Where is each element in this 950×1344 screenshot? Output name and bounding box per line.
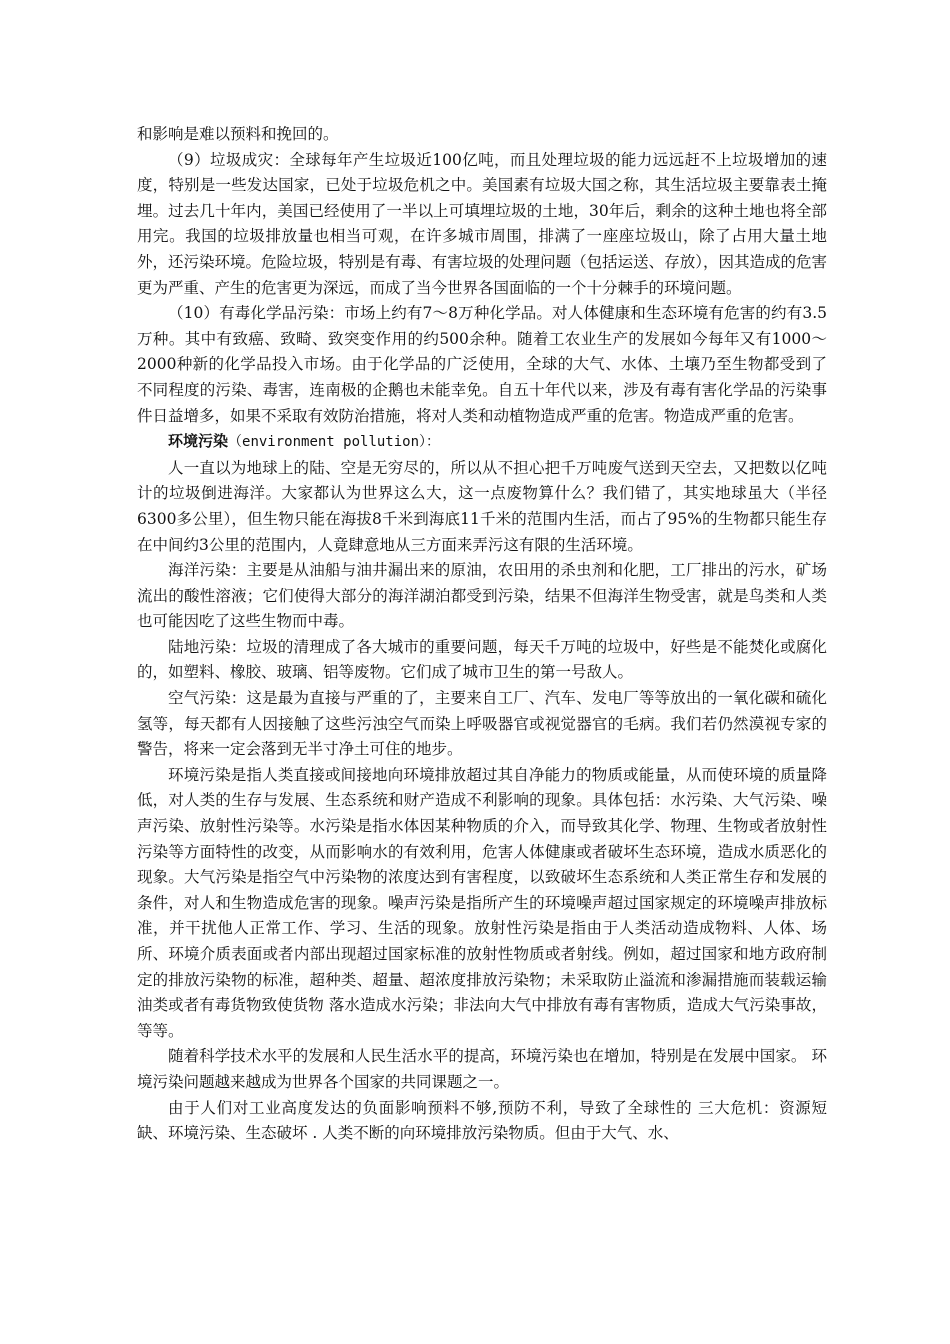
paragraph-development: 随着科学技术水平的发展和人民生活水平的提高，环境污染也在增加，特别是在发展中国家。 环境污染问题越来越成为世界各个国家的共同课题之一。 bbox=[137, 1047, 827, 1091]
paragraph-definition: 环境污染是指人类直接或间接地向环境排放超过其自净能力的物质或能量，从而使环境的质量降低，对人类的生存与发展、生态系统和财产造成不利影响的现象。具体包括：水污染、大气污染、噪声污染、放射性污染等。水污染是指水体因某种物质的介入，而导致其化学、物理、生物或者放射性污染等方面特性的改变，从而影响水的有效利用，危害人体健康或者破坏生态环境，造成水质恶化的现象。大气污染是指空气中污染物的浓度达到有害程度，以致破坏生态系统和人类正常生存和发展的条件，对人和生物造成危害的现象。噪声污染是指所产生的环境噪声超过国家规定的环境噪声排放标准，并干扰他人正常工作、学习、生活的现象。放射性污染是指由于人类活动造成物料、人体、场所、环境介质表面或者内部出现超过国家标准的放射性物质或者射线。例如，超过国家和地方政府制定的排放污染物的标准，超种类、超量、超浓度排放污染物；未采取防止溢流和渗漏措施而装载运输油类或者有毒货物致使货物 落水造成水污染；非法向大气中排放有毒有害物质，造成大气污染事故，等等。 bbox=[137, 765, 827, 1040]
paragraph-toxic-chemicals: （10）有毒化学品污染：市场上约有7～8万种化学品。对人体健康和生态环境有危害的约有3.5万种。其中有致癌、致畸、致突变作用的约500余种。随着工农业生产的发展如今每年又有1000～2000种新的化学品投入市场。由于化学品的广泛使用，全球的大气、水体、土壤乃至生物都受到了不同程度的污染、毒害，连南极的企鹅也未能幸免。自五十年代以来，涉及有毒有害化学品的污染事件日益增多，如果不采取有效防治措施，将对人类和动植物造成严重的危害。物造成严重的危害。 bbox=[137, 304, 827, 425]
paragraph-land-pollution: 陆地污染：垃圾的清理成了各大城市的重要问题，每天千万吨的垃圾中，好些是不能焚化或腐化的，如塑料、橡胶、玻璃、铝等废物。它们成了城市卫生的第一号敌人。 bbox=[137, 637, 827, 682]
heading-english: （environment pollution）： bbox=[228, 434, 441, 451]
paragraph-intro: 人一直以为地球上的陆、空是无穷尽的，所以从不担心把千万吨废气送到天空去，又把数以亿吨计的垃圾倒进海洋。大家都认为世界这么大，这一点废物算什么？我们错了，其实地球虽大（半径6300多公里），但生物只能在海拔8千米到海底11千米的范围内生活，而占了95%的生物都只能生存在中间约3公里的范围内，人竟肆意地从三方面来弄污这有限的生活环境。 bbox=[137, 458, 827, 554]
paragraph-garbage-disaster: （9）垃圾成灾：全球每年产生垃圾近100亿吨，而且处理垃圾的能力远远赶不上垃圾增加的速度，特别是一些发达国家，已处于垃圾危机之中。美国素有垃圾大国之称，其生活垃圾主要靠表土掩埋。过去几十年内，美国已经使用了一半以上可填埋垃圾的土地，30年后，剩余的这种土地也将全部用完。我国的垃圾排放量也相当可观，在许多城市周围，排满了一座座垃圾山，除了占用大量土地外，还污染环境。危险垃圾，特别是有毒、有害垃圾的处理问题（包括运送、存放），因其造成的危害更为严重、产生的危害更为深远，而成了当今世界各国面临的一个十分棘手的环境问题。 bbox=[137, 150, 827, 297]
paragraph-air-pollution: 空气污染：这是最为直接与严重的了，主要来自工厂、汽车、发电厂等等放出的一氧化碳和硫化氢等，每天都有人因接触了这些污浊空气而染上呼吸器官或视觉器官的毛病。我们若仍然漠视专家的警告，将来一定会落到无半寸净土可住的地步。 bbox=[137, 689, 827, 759]
document-page bbox=[137, 122, 827, 1147]
section-heading bbox=[137, 429, 827, 456]
paragraph-continuation: 和影响是难以预料和挽回的。 bbox=[137, 125, 339, 143]
heading-chinese: 环境污染 bbox=[168, 432, 229, 451]
paragraph-three-crises: 由于人们对工业高度发达的负面影响预料不够,预防不利，导致了全球性的 三大危机：资源短缺、环境污染、生态破坏 . 人类不断的向环境排放污染物质。但由于大气、水、 bbox=[137, 1098, 827, 1143]
paragraph-ocean-pollution: 海洋污染：主要是从油船与油井漏出来的原油，农田用的杀虫剂和化肥，工厂排出的污水，矿场流出的酸性溶液；它们使得大部分的海洋湖泊都受到污染，结果不但海洋生物受害，就是鸟类和人类也可能因吃了这些生物而中毒。 bbox=[137, 561, 827, 631]
